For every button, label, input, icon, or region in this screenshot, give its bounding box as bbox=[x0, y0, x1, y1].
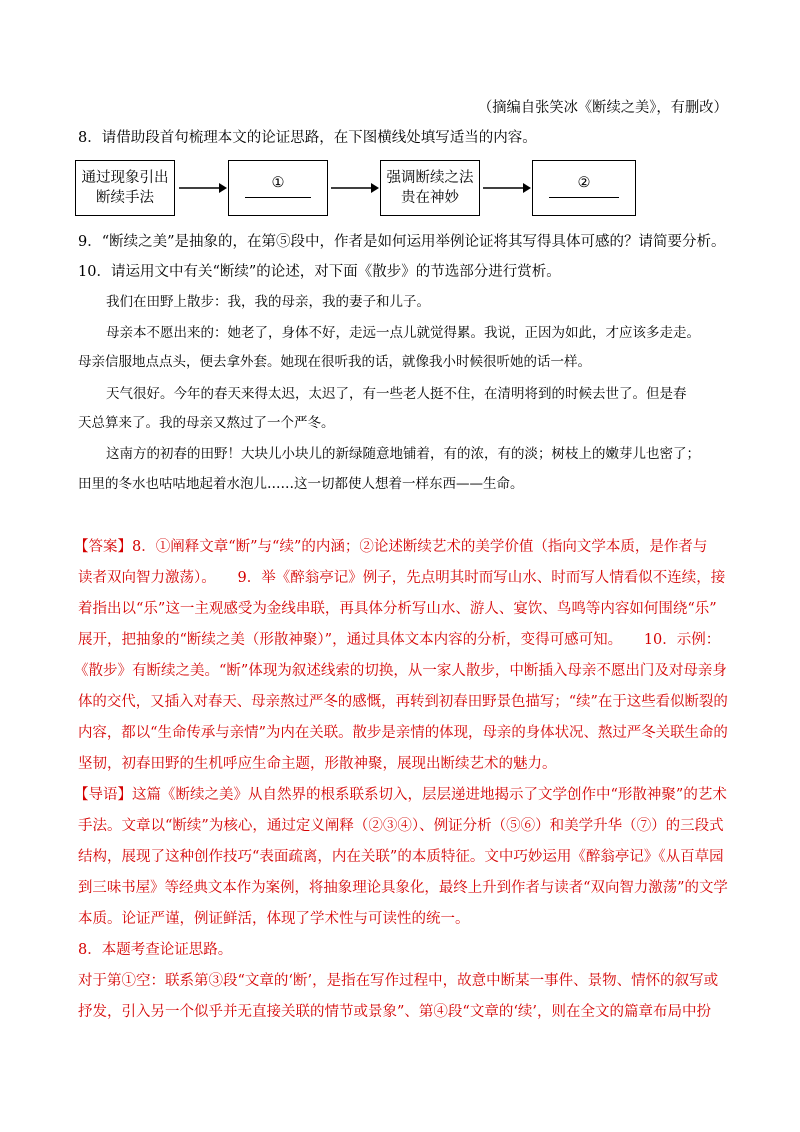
blank-1-line bbox=[245, 197, 311, 198]
arrow-icon bbox=[329, 178, 379, 198]
explanation-line: 8．本题考查论证思路。 bbox=[78, 942, 233, 958]
guide-line: 【导语】这篇《断续之美》从自然界的根系联系切入，层层递进地揭示了文学创作中“形散神聚”的艺术 bbox=[74, 787, 727, 803]
answer-line: 体的交代，又插入对春天、母亲熬过严冬的感慨，再转到初春田野景色描写；“续”在于这些看似断裂的 bbox=[78, 694, 728, 710]
answer-line: 展开，把抽象的“断续之美（形散神聚）”，通过具体文本内容的分析，变得可感可知。 10．示例： bbox=[78, 632, 721, 648]
question-8: 8．请借助段首句梳理本文的论证思路，在下图横线处填写适当的内容。 bbox=[78, 130, 537, 146]
flow-box-emphasis bbox=[380, 160, 480, 216]
excerpt-line: 这南方的初春的田野！大块儿小块儿的新绿随意地铺着，有的浓，有的淡；树枝上的嫩芽儿也密了； bbox=[106, 446, 700, 462]
excerpt-line: 我们在田野上散步：我，我的母亲，我的妻子和儿子。 bbox=[106, 294, 430, 310]
answer-line: 坚韧，初春田野的生机呼应生命主题，形散神聚，展现出断续艺术的魅力。 bbox=[78, 756, 557, 772]
answer-line: 《散步》有断续之美。“断”体现为叙述线索的切换，从一家人散步，中断插入母亲不愿出门及对母亲身 bbox=[74, 663, 727, 679]
blank-2-number: ② bbox=[577, 175, 591, 191]
excerpt-line: 母亲本不愿出来的：她老了，身体不好，走远一点儿就觉得累。我说，正因为如此，才应该多走走。 bbox=[106, 325, 700, 341]
flow-box-intro bbox=[75, 160, 175, 216]
guide-line: 本质。论证严谨，例证鲜活，体现了学术性与可读性的统一。 bbox=[78, 911, 470, 927]
excerpt-line: 田里的冬水也咕咕地起着水泡儿……这一切都使人想着一样东西——生命。 bbox=[78, 476, 524, 492]
blank-1-number: ① bbox=[271, 175, 285, 191]
flow-box-intro-line1: 通过现象引出 bbox=[81, 170, 169, 186]
answer-line: 着指出以“乐”这一主观感受为金线串联，再具体分析写山水、游人、宴饮、鸟鸣等内容如何围绕“乐” bbox=[78, 601, 717, 617]
answer-line: 【答案】8．①阐释文章“断”与“续”的内涵；②论述断续艺术的美学价值（指向文学本质，是作者与 bbox=[74, 539, 708, 555]
arrow-icon bbox=[177, 178, 227, 198]
explanation-line: 对于第①空：联系第③段“文章的‘断’，是指在写作过程中，故意中断某一事件、景物、情怀的叙写或 bbox=[78, 973, 719, 989]
excerpt-line: 天气很好。今年的春天来得太迟，太迟了，有一些老人挺不住，在清明将到的时候去世了。但是春 bbox=[106, 386, 687, 402]
flow-box-emphasis-line2: 贵在神妙 bbox=[401, 190, 459, 206]
explanation-line: 抒发，引入另一个似乎并无直接关联的情节或景象”、第④段“文章的‘续’，则在全文的篇章布局中扮 bbox=[78, 1004, 712, 1020]
question-9: 9．“断续之美”是抽象的，在第⑤段中，作者是如何运用举例论证将其写得具体可感的？请简要分析。 bbox=[78, 234, 726, 250]
answer-line: 读者双向智力激荡）。 9．举《醉翁亭记》例子，先点明其时而写山水、时而写人情看似不连续，接 bbox=[78, 570, 726, 586]
source-note: （摘编自张笑冰《断续之美》，有删改） bbox=[478, 100, 728, 116]
excerpt-line: 母亲信服地点点头，便去拿外套。她现在很听我的话，就像我小时候很听她的话一样。 bbox=[78, 354, 591, 370]
guide-line: 手法。文章以“断续”为核心，通过定义阐释（②③④）、例证分析（⑤⑥）和美学升华（⑦）的三段式 bbox=[78, 818, 724, 834]
guide-line: 到三味书屋》等经典文本作为案例，将抽象理论具象化，最终上升到作者与读者“双向智力激荡”的文学 bbox=[78, 880, 728, 896]
answer-line: 内容，都以“生命传承与亲情”为内在关联。散步是亲情的体现，母亲的身体状况、熬过严冬关联生命的 bbox=[78, 725, 728, 741]
flow-box-blank-1 bbox=[228, 160, 328, 216]
flow-box-emphasis-line1: 强调断续之法 bbox=[386, 170, 474, 186]
guide-line: 结构，展现了这种创作技巧“表面疏离，内在关联”的本质特征。文中巧妙运用《醉翁亭记》《从百草园 bbox=[78, 849, 724, 865]
flow-box-blank-2 bbox=[532, 160, 636, 216]
question-10: 10．请运用文中有关“断续”的论述，对下面《散步》的节选部分进行赏析。 bbox=[78, 264, 561, 280]
arrow-icon bbox=[481, 178, 531, 198]
blank-2-line bbox=[549, 197, 619, 198]
excerpt-line: 天总算来了。我的母亲又熬过了一个严冬。 bbox=[78, 415, 335, 431]
flow-box-intro-line2: 断续手法 bbox=[96, 190, 154, 206]
